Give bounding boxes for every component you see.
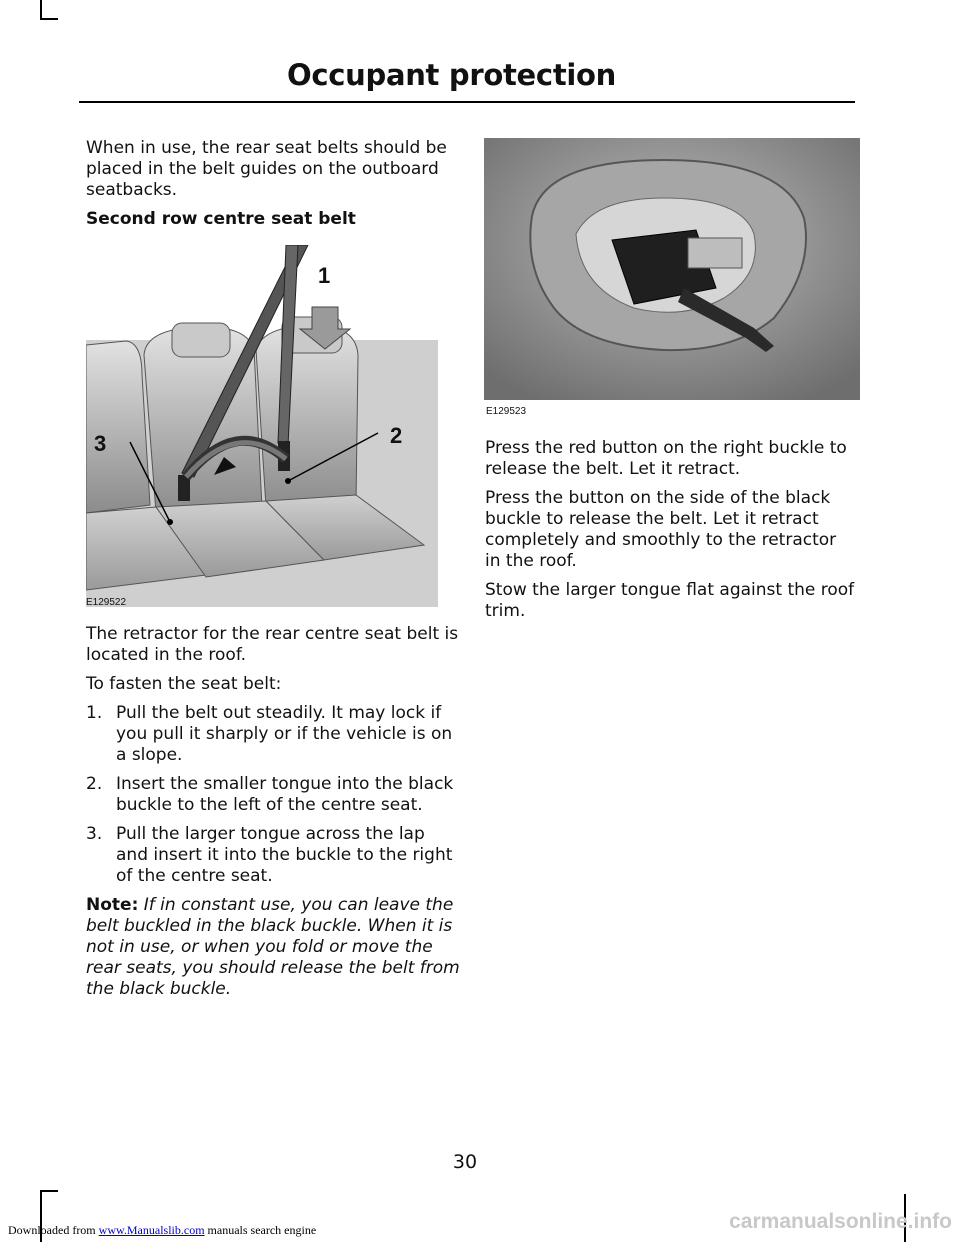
left-column-lower (86, 624, 462, 1008)
step-number: 1. (86, 703, 103, 723)
rear-seats-illustration (86, 245, 438, 607)
list-item (86, 824, 462, 887)
step-number: 3. (86, 824, 103, 844)
header-rule (79, 101, 855, 103)
footer-link[interactable]: www.Manualslib.com (98, 1223, 205, 1237)
left-column (86, 138, 462, 238)
crop-mark (40, 1190, 58, 1192)
callout-3: 3 (94, 431, 107, 456)
note-label: Note: (86, 895, 139, 915)
list-item (86, 703, 462, 766)
note-text: If in constant use, you can leave the belt buckled in the black buckle. When it is not in use, or when you fold or move the rear seats, you should release the belt from the black buckle. (86, 895, 460, 999)
seat-belt-figure (86, 245, 438, 607)
note-paragraph (86, 895, 462, 1000)
figure-code: E129522 (86, 597, 127, 608)
retractor-paragraph: The retractor for the rear centre seat belt is located in the roof. (86, 624, 459, 665)
footer (8, 1223, 316, 1238)
paragraph: Press the red button on the right buckle to release the belt. Let it retract. (485, 438, 847, 479)
callout-2: 2 (390, 423, 403, 448)
step-text: Insert the smaller tongue into the black buckle to the left of the centre seat. (116, 774, 454, 815)
right-column (485, 438, 857, 630)
footer-suffix: manuals search engine (204, 1223, 317, 1237)
step-number: 2. (86, 774, 103, 794)
step-text: Pull the larger tongue across the lap and insert it into the buckle to the right of the centre seat. (116, 824, 453, 886)
footer-prefix: Downloaded from (8, 1223, 99, 1237)
list-item (86, 774, 462, 816)
step-text: Pull the belt out steadily. It may lock if you pull it sharply or if the vehicle is on a slope. (116, 703, 453, 765)
paragraph: Press the button on the side of the black buckle to release the belt. Let it retract completely and smoothly to the retractor in the roof. (485, 488, 837, 571)
intro-paragraph: When in use, the rear seat belts should be placed in the belt guides on the outboard seatbacks. (86, 138, 447, 200)
page-number: 30 (452, 1151, 478, 1173)
page-title: Occupant protection (287, 58, 616, 92)
fasten-intro: To fasten the seat belt: (86, 674, 282, 694)
callout-1: 1 (318, 263, 331, 288)
roof-retractor-figure (484, 138, 860, 428)
crop-mark (40, 0, 42, 18)
roof-retractor-photo (484, 138, 860, 400)
figure-code: E129523 (486, 406, 527, 417)
fasten-steps (86, 703, 462, 887)
watermark: carmanualsonline.info (729, 1210, 952, 1233)
section-heading: Second row centre seat belt (86, 209, 356, 229)
paragraph: Stow the larger tongue flat against the roof trim. (485, 580, 855, 621)
crop-mark (40, 18, 58, 20)
